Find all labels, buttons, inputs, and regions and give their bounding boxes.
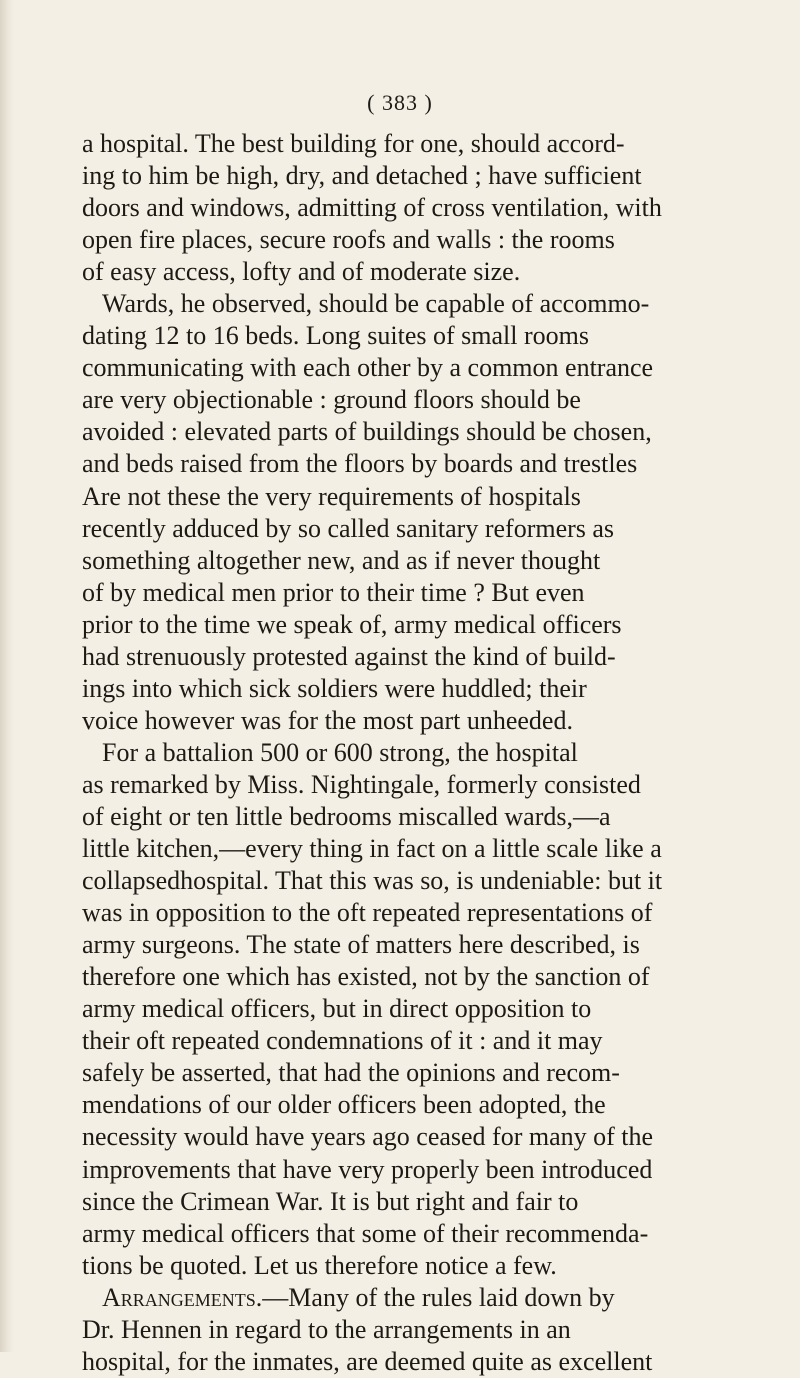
text-line — [82, 705, 732, 737]
line-text: improvements that have very properly been introduced — [82, 1154, 653, 1184]
line-text: of easy access, lofty and of moderate size. — [82, 257, 521, 287]
line-text: hospital, for the inmates, are deemed quite as excellent — [82, 1346, 653, 1376]
text-line — [82, 929, 732, 961]
line-text: recently adduced by so called sanitary reformers as — [82, 513, 615, 543]
line-text: Dr. Hennen in regard to the arrangements in an — [82, 1314, 571, 1344]
line-text: mendations of our older officers been adopted, the — [82, 1090, 606, 1120]
line-text: army medical officers, but in direct opposition to — [82, 994, 592, 1024]
line-text: Wards, he observed, should be capable of accommo- — [102, 289, 650, 319]
text-line — [82, 609, 732, 641]
line-text: of eight or ten little bedrooms miscalled wards,—a — [82, 801, 611, 831]
line-text: Are not these the very requirements of hospitals — [82, 481, 581, 511]
line-text: collapsedhospital. That this was so, is undeniable: but it — [82, 866, 663, 896]
text-line — [82, 961, 732, 993]
page-number: ( 383 ) — [367, 90, 433, 115]
line-text: communicating with each other by a common entrance — [82, 353, 654, 383]
line-text: tions be quoted. Let us therefore notice a few. — [82, 1250, 557, 1280]
line-text: little kitchen,—every thing in fact on a little scale like a — [82, 834, 662, 864]
text-line — [82, 481, 732, 513]
line-text: was in opposition to the oft repeated representations of — [82, 898, 653, 928]
line-text: Many of the rules laid down by — [288, 1282, 615, 1312]
text-line — [82, 256, 732, 288]
text-line — [82, 641, 732, 673]
text-line — [82, 1121, 732, 1153]
text-line — [82, 1250, 732, 1282]
text-line — [82, 833, 732, 865]
text-line — [82, 801, 732, 833]
text-line — [82, 1057, 732, 1089]
line-text: as remarked by Miss. Nightingale, formerly consisted — [82, 769, 641, 799]
text-line — [82, 993, 732, 1025]
text-line — [82, 577, 732, 609]
line-text: open fire places, secure roofs and walls : the rooms — [82, 225, 615, 255]
text-line — [82, 865, 732, 897]
line-text: necessity would have years ago ceased for many of the — [82, 1122, 654, 1152]
text-line — [82, 1186, 732, 1218]
text-line — [82, 416, 732, 448]
line-text: a hospital. The best building for one, should accord- — [82, 129, 625, 158]
line-text: ing to him be high, dry, and detached ; have sufficient — [82, 161, 642, 191]
text-line — [82, 1025, 732, 1057]
text-line — [82, 673, 732, 705]
text-line — [82, 224, 732, 256]
text-line — [82, 1314, 732, 1346]
text-line — [82, 737, 732, 769]
text-line — [82, 320, 732, 352]
line-text: ings into which sick soldiers were huddled; their — [82, 673, 587, 703]
line-text: prior to the time we speak of, army medical officers — [82, 609, 622, 639]
text-line — [82, 384, 732, 416]
binding-edge — [0, 0, 14, 1352]
text-line — [82, 128, 732, 160]
text-line — [82, 352, 732, 384]
text-line — [82, 1154, 732, 1186]
text-line — [82, 1089, 732, 1121]
line-text: For a battalion 500 or 600 strong, the hospital — [102, 737, 578, 767]
text-line — [82, 897, 732, 929]
text-line — [82, 1218, 732, 1250]
text-line — [82, 1346, 732, 1378]
text-line — [82, 448, 732, 480]
line-text: their oft repeated condemnations of it : and it may — [82, 1026, 603, 1056]
line-text: are very objectionable : ground floors should be — [82, 385, 581, 415]
text-line — [82, 288, 732, 320]
line-text: therefore one which has existed, not by the sanction of — [82, 962, 650, 992]
line-text: had strenuously protested against the kind of build- — [82, 641, 616, 671]
page-body — [82, 128, 732, 1378]
text-line — [82, 769, 732, 801]
line-text: avoided : elevated parts of buildings should be chosen, — [82, 417, 652, 447]
line-text: of by medical men prior to their time ? But even — [82, 577, 585, 607]
line-text: and beds raised from the floors by boards and trestles — [82, 449, 638, 479]
line-text: army medical officers that some of their recommenda- — [82, 1218, 649, 1248]
line-text: army surgeons. The state of matters here described, is — [82, 930, 640, 960]
line-text: safely be asserted, that had the opinions and recom- — [82, 1058, 620, 1088]
text-line — [82, 160, 732, 192]
text-line — [82, 545, 732, 577]
line-text: since the Crimean War. It is but right and fair to — [82, 1186, 579, 1216]
section-heading: Arrangements.— — [102, 1282, 289, 1312]
line-text: something altogether new, and as if never thought — [82, 545, 601, 575]
line-text: voice however was for the most part unheeded. — [82, 705, 573, 735]
text-line — [82, 1282, 732, 1314]
text-line — [82, 513, 732, 545]
line-text: doors and windows, admitting of cross ventilation, with — [82, 193, 662, 223]
line-text: dating 12 to 16 beds. Long suites of small rooms — [82, 321, 589, 351]
text-line — [82, 192, 732, 224]
